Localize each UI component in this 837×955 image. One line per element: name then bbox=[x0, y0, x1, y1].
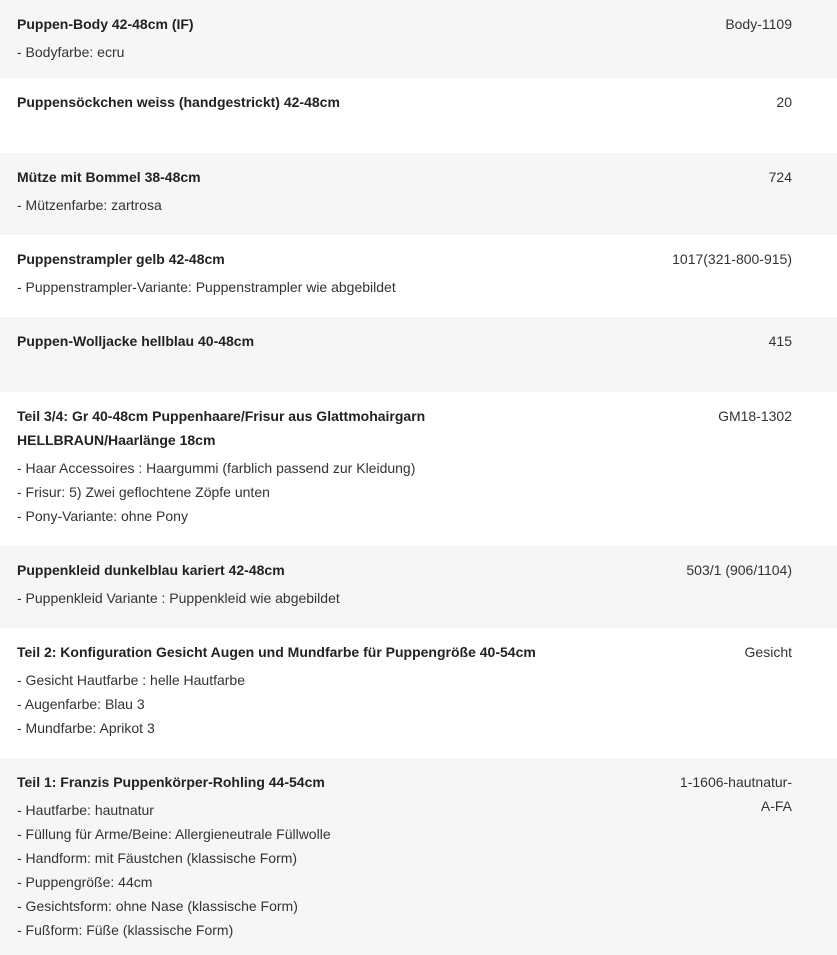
item-title: Teil 2: Konfiguration Gesicht Augen und Mundfarbe für Puppengröße 40-54cm bbox=[17, 644, 536, 660]
item-sku bbox=[652, 770, 792, 941]
item-sku: Gesicht bbox=[744, 644, 792, 660]
item-option: - Füllung für Arme/Beine: Allergieneutrale Füllwolle bbox=[17, 826, 331, 842]
item-option: - Gesichtsform: ohne Nase (klassische Form) bbox=[17, 898, 298, 914]
item-sku: GM18-1302 bbox=[718, 408, 792, 424]
item-title: Puppensöckchen weiss (handgestrickt) 42-48cm bbox=[17, 94, 340, 110]
item-options bbox=[17, 40, 701, 64]
order-item bbox=[0, 0, 837, 78]
order-item-details bbox=[17, 90, 752, 139]
item-sku: 724 bbox=[768, 169, 792, 185]
item-sku: 1017(321-800-915) bbox=[672, 251, 792, 267]
item-options bbox=[17, 668, 721, 740]
item-title: Puppen-Body 42-48cm (IF) bbox=[17, 16, 194, 32]
item-title: Puppenstrampler gelb 42-48cm bbox=[17, 251, 225, 267]
order-item-details bbox=[17, 247, 648, 303]
item-title: Puppen-Wolljacke hellblau 40-48cm bbox=[17, 333, 255, 349]
item-option: - Hautfarbe: hautnatur bbox=[17, 802, 154, 818]
item-title: Teil 1: Franzis Puppenkörper-Rohling 44-54cm bbox=[17, 774, 325, 790]
item-sku-line: 1-1606-hautnatur- bbox=[679, 774, 792, 790]
order-item-details bbox=[17, 165, 745, 221]
order-item-details bbox=[17, 770, 628, 941]
order-item bbox=[0, 628, 837, 758]
item-sku: 20 bbox=[776, 94, 792, 110]
item-options bbox=[17, 193, 745, 217]
order-item-details bbox=[17, 329, 745, 378]
item-option: - Haar Accessoires : Haargummi (farblich passend zur Kleidung) bbox=[17, 460, 416, 476]
item-option: - Puppengröße: 44cm bbox=[17, 874, 153, 890]
order-item bbox=[0, 392, 837, 546]
item-options bbox=[17, 275, 648, 299]
item-title bbox=[17, 404, 694, 452]
item-options bbox=[17, 456, 694, 528]
order-item bbox=[0, 153, 837, 235]
order-item-details bbox=[17, 404, 694, 532]
order-item-details bbox=[17, 12, 701, 64]
order-item bbox=[0, 235, 837, 317]
order-item-details bbox=[17, 558, 662, 614]
item-options bbox=[17, 586, 662, 610]
item-title-line: HELLBRAUN/Haarlänge 18cm bbox=[17, 432, 216, 448]
item-sku: 503/1 (906/1104) bbox=[686, 562, 792, 578]
item-option: - Bodyfarbe: ecru bbox=[17, 44, 125, 60]
item-title: Puppenkleid dunkelblau kariert 42-48cm bbox=[17, 562, 285, 578]
item-title-line: Teil 3/4: Gr 40-48cm Puppenhaare/Frisur aus Glattmohairgarn bbox=[17, 408, 426, 424]
item-option: - Fußform: Füße (klassische Form) bbox=[17, 922, 234, 938]
item-sku: 415 bbox=[768, 333, 792, 349]
order-item bbox=[0, 317, 837, 392]
item-option: - Mundfarbe: Aprikot 3 bbox=[17, 720, 155, 736]
item-option: - Frisur: 5) Zwei geflochtene Zöpfe unten bbox=[17, 484, 270, 500]
item-option: - Mützenfarbe: zartrosa bbox=[17, 197, 162, 213]
order-item bbox=[0, 758, 837, 955]
order-item bbox=[0, 546, 837, 628]
item-sku-line: A-FA bbox=[760, 798, 792, 814]
item-option: - Gesicht Hautfarbe : helle Hautfarbe bbox=[17, 672, 246, 688]
order-item bbox=[0, 78, 837, 153]
item-option: - Handform: mit Fäustchen (klassische Form) bbox=[17, 850, 298, 866]
item-sku: Body-1109 bbox=[725, 16, 792, 32]
item-options bbox=[17, 798, 628, 942]
item-title: Mütze mit Bommel 38-48cm bbox=[17, 169, 201, 185]
item-option: - Puppenstrampler-Variante: Puppenstrampler wie abgebildet bbox=[17, 279, 396, 295]
item-option: - Puppenkleid Variante : Puppenkleid wie abgebildet bbox=[17, 590, 340, 606]
item-option: - Pony-Variante: ohne Pony bbox=[17, 508, 188, 524]
item-option: - Augenfarbe: Blau 3 bbox=[17, 696, 145, 712]
order-item-details bbox=[17, 640, 721, 744]
